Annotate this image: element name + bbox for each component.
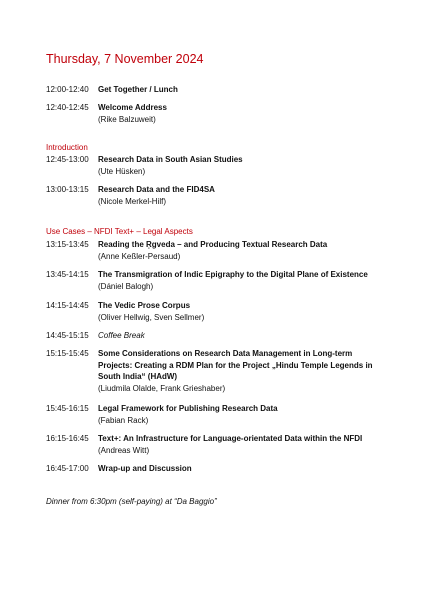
item-title: Welcome Address bbox=[98, 103, 167, 112]
item-title: Text+: An Infrastructure for Language-orientated Data within the NFDI bbox=[98, 434, 363, 443]
item-title: Wrap-up and Discussion bbox=[98, 464, 192, 473]
item-content bbox=[98, 348, 388, 394]
item-speakers: (Oliver Hellwig, Sven Sellmer) bbox=[98, 312, 205, 322]
item-content bbox=[98, 463, 388, 475]
item-speakers: (Anne Keßler-Persaud) bbox=[98, 251, 181, 261]
item-speakers: (Ute Hüsken) bbox=[98, 166, 146, 176]
item-content bbox=[98, 330, 388, 342]
section-heading-introduction: Introduction bbox=[46, 143, 88, 152]
item-title: The Vedic Prose Corpus bbox=[98, 301, 191, 310]
item-content bbox=[98, 433, 388, 456]
item-speakers: (Nicole Merkel-Hilf) bbox=[98, 196, 167, 206]
item-time: 12:40-12:45 bbox=[46, 103, 89, 112]
item-title: Reading the Ṛgveda – and Producing Textual Research Data bbox=[98, 240, 328, 249]
item-content bbox=[98, 300, 388, 323]
item-time: 12:00-12:40 bbox=[46, 85, 89, 94]
item-time: 15:45-16:15 bbox=[46, 404, 89, 413]
item-content bbox=[98, 84, 388, 96]
item-speakers: (Liudmila Olalde, Frank Grieshaber) bbox=[98, 383, 226, 393]
item-title: Research Data and the FID4SA bbox=[98, 185, 215, 194]
item-content bbox=[98, 403, 388, 426]
item-speakers: (Andreas Witt) bbox=[98, 445, 150, 455]
item-time: 16:15-16:45 bbox=[46, 434, 89, 443]
item-time: 13:45-14:15 bbox=[46, 270, 89, 279]
item-time: 14:15-14:45 bbox=[46, 301, 89, 310]
item-content bbox=[98, 154, 388, 177]
item-title: The Transmigration of Indic Epigraphy to the Digital Plane of Existence bbox=[98, 270, 368, 279]
item-content bbox=[98, 239, 388, 262]
item-time: 13:00-13:15 bbox=[46, 185, 89, 194]
item-title: Research Data in South Asian Studies bbox=[98, 155, 243, 164]
item-title: Coffee Break bbox=[98, 331, 145, 340]
item-speakers: (Rike Balzuweit) bbox=[98, 114, 156, 124]
item-time: 12:45-13:00 bbox=[46, 155, 89, 164]
item-speakers: (Fabian Rack) bbox=[98, 415, 149, 425]
item-title: Get Together / Lunch bbox=[98, 85, 178, 94]
item-time: 14:45-15:15 bbox=[46, 331, 89, 340]
item-speakers: (Dániel Balogh) bbox=[98, 281, 154, 291]
item-time: 13:15-13:45 bbox=[46, 240, 89, 249]
item-content bbox=[98, 184, 388, 207]
section-heading-use-cases: Use Cases – NFDI Text+ – Legal Aspects bbox=[46, 227, 193, 236]
item-time: 16:45-17:00 bbox=[46, 464, 89, 473]
item-content bbox=[98, 269, 388, 292]
item-title: Some Considerations on Research Data Management in Long-term Projects: Creating a RDM Plan for the Project „Hindu Temple Legends in South India“ (HAdW) bbox=[98, 349, 373, 381]
item-content bbox=[98, 102, 388, 125]
day-title: Thursday, 7 November 2024 bbox=[46, 52, 204, 66]
dinner-note: Dinner from 6:30pm (self-paying) at “Da Baggio” bbox=[46, 497, 217, 506]
item-title: Legal Framework for Publishing Research Data bbox=[98, 404, 278, 413]
item-time: 15:15-15:45 bbox=[46, 349, 89, 358]
